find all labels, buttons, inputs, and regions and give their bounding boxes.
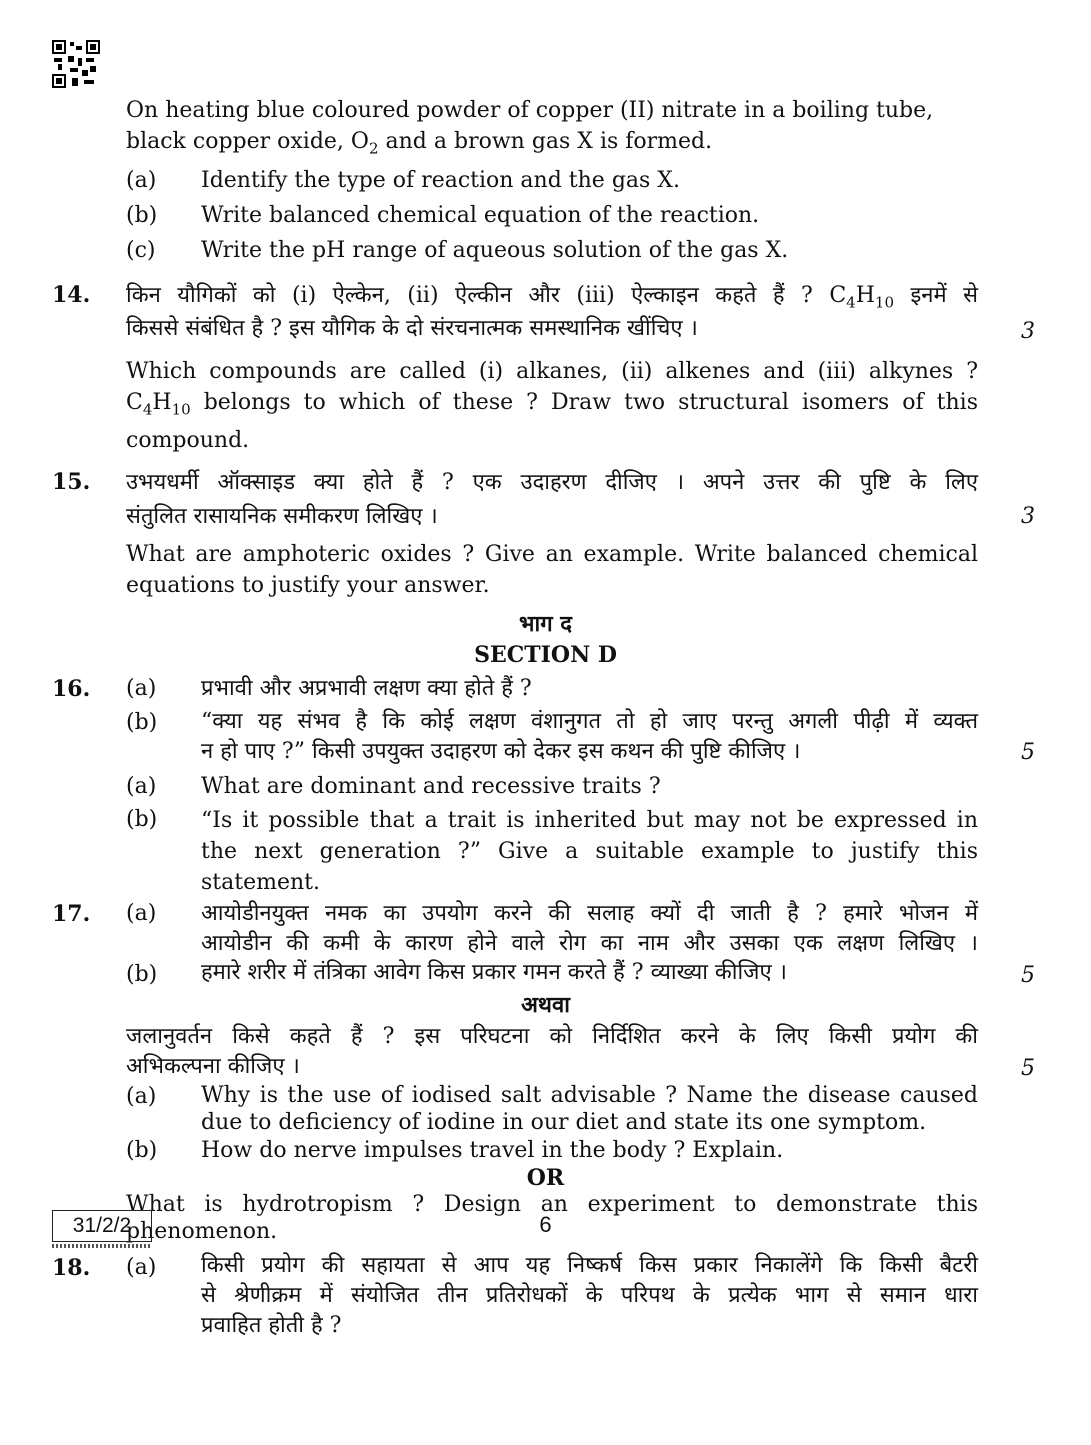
q16-hi-b-line2: न हो पाए ?” किसी उपयुक्त उदाहरण को देकर इस कथन की पुष्टि कीजिए । bbox=[201, 739, 801, 764]
question-number: 17. bbox=[52, 901, 91, 927]
page-number: 6 bbox=[539, 1212, 552, 1237]
q17-hi-alt-line2: अभिकल्पना कीजिए । bbox=[126, 1054, 300, 1079]
q13-part-c: Write the pH range of aqueous solution of the gas X. bbox=[201, 238, 789, 263]
q13-part-b-label: (b) bbox=[126, 203, 158, 228]
q16-hi-a: प्रभावी और अप्रभावी लक्षण क्या होते हैं ? bbox=[201, 676, 532, 701]
q17-en-b-label: (b) bbox=[126, 1138, 158, 1163]
q17-en-b: How do nerve impulses travel in the body ? Explain. bbox=[201, 1138, 784, 1163]
q17-hi-a-line1: आयोडीनयुक्त नमक का उपयोग करने की सलाह क्यों दी जाती है ? हमारे भोजन में bbox=[201, 901, 978, 926]
question-number: 16. bbox=[52, 676, 91, 702]
q16-hi-b-label: (b) bbox=[126, 710, 158, 735]
q13-part-a: Identify the type of reaction and the gas X. bbox=[201, 168, 680, 193]
q16-en-b: “Is it possible that a trait is inherited but may not be expressed in the next generation ?” Give a suitable example to justify this statement. bbox=[201, 808, 978, 895]
question-number: 18. bbox=[52, 1255, 91, 1281]
q16-hi-b-line1: “क्या यह संभव है कि कोई लक्षण वंशानुगत तो हो जाए परन्तु अगली पीढ़ी में व्यक्त bbox=[201, 709, 978, 734]
or-heading: OR bbox=[526, 1165, 565, 1191]
section-heading-hindi: भाग द bbox=[519, 611, 572, 637]
q15-hindi-line2: संतुलित रासायनिक समीकरण लिखिए । bbox=[126, 504, 438, 529]
marks: 3 bbox=[1021, 319, 1035, 344]
marks: 5 bbox=[1021, 963, 1035, 988]
question-number: 14. bbox=[52, 282, 91, 308]
q16-en-a: What are dominant and recessive traits ? bbox=[201, 774, 661, 799]
q18-a-label: (a) bbox=[126, 1255, 157, 1280]
q13-part-b: Write balanced chemical equation of the reaction. bbox=[201, 203, 760, 228]
q16-en-b-label: (b) bbox=[126, 807, 158, 832]
q13-part-c-label: (c) bbox=[126, 238, 156, 263]
q17-en-alt: What is hydrotropism ? Design an experiment to demonstrate this phenomenon. bbox=[126, 1192, 978, 1244]
q14-english: Which compounds are called (i) alkanes, (ii) alkenes and (iii) alkynes ? $C_4H_{10}$ belongs to which of these ? Draw two structural isomers of this compound. bbox=[126, 359, 978, 454]
q17-en-a: Why is the use of iodised salt advisable ? Name the disease caused due to deficiency of iodine in our diet and state its one symptom. bbox=[201, 1083, 978, 1135]
q17-hi-b: हमारे शरीर में तंत्रिका आवेग किस प्रकार गमन करते हैं ? व्याख्या कीजिए । bbox=[201, 960, 788, 985]
question-number: 15. bbox=[52, 469, 91, 495]
q17-hi-alt-line1: जलानुवर्तन किसे कहते हैं ? इस परिघटना को निर्दिशित करने के लिए किसी प्रयोग की bbox=[126, 1024, 978, 1049]
q18-hi-line1: किसी प्रयोग की सहायता से आप यह निष्कर्ष किस प्रकार निकालेंगे कि किसी बैटरी bbox=[201, 1253, 978, 1278]
q17-hi-a bbox=[201, 899, 978, 959]
q17-hi-alt bbox=[126, 1022, 978, 1082]
q14-hindi-line1: किन यौगिकों को (i) ऐल्केन, (ii) ऐल्कीन और (iii) ऐल्काइन कहते हैं ? $C_4H_{10}$ इनमें से bbox=[126, 283, 978, 312]
q15-hindi-line1: उभयधर्मी ऑक्साइड क्या होते हैं ? एक उदाहरण दीजिए । अपने उत्तर की पुष्टि के लिए bbox=[126, 470, 978, 495]
q17-en-a-label: (a) bbox=[126, 1084, 157, 1109]
section-heading: SECTION D bbox=[474, 642, 617, 668]
q15-english: What are amphoteric oxides ? Give an example. Write balanced chemical equations to justify your answer. bbox=[126, 542, 978, 598]
marks: 5 bbox=[1021, 740, 1035, 765]
q16-hi-a-label: (a) bbox=[126, 676, 157, 701]
qr-code bbox=[52, 40, 100, 88]
q17-hi-b-label: (b) bbox=[126, 962, 158, 987]
q16-en-a-label: (a) bbox=[126, 774, 157, 799]
q18-hi-line3: प्रवाहित होती है ? bbox=[201, 1313, 342, 1338]
q13-part-a-label: (a) bbox=[126, 168, 157, 193]
q18-hi-line2: से श्रेणीक्रम में संयोजित तीन प्रतिरोधकों के परिपथ के प्रत्येक भाग से समान धारा bbox=[201, 1283, 978, 1308]
or-heading-hindi: अथवा bbox=[521, 992, 570, 1018]
q14-hindi-line2: किससे संबंधित है ? इस यौगिक के दो संरचनात्मक समस्थानिक खींचिए । bbox=[126, 316, 698, 341]
q17-hi-a-line2: आयोडीन की कमी के कारण होने वाले रोग का नाम और उसका एक लक्षण लिखिए । bbox=[201, 931, 978, 956]
marks: 3 bbox=[1021, 504, 1035, 529]
q18-hi bbox=[201, 1251, 978, 1341]
paper-code-underline bbox=[52, 1244, 150, 1248]
marks: 5 bbox=[1021, 1056, 1035, 1081]
q13-stem: On heating blue coloured powder of copper (II) nitrate in a boiling tube, black copper oxide, $O_2$ and a brown gas X is formed. bbox=[126, 98, 934, 158]
q17-hi-a-label: (a) bbox=[126, 901, 157, 926]
paper-code: 31/2/2 bbox=[52, 1210, 152, 1242]
